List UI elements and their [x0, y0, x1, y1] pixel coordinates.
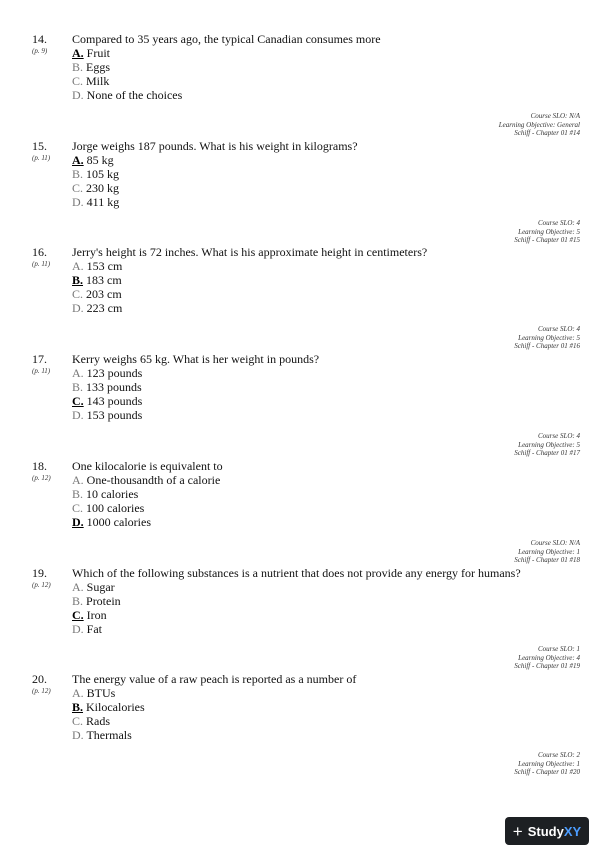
option-text: 411 kg	[86, 195, 120, 209]
metadata-line: Schiff - Chapter 01 #15	[514, 236, 580, 244]
option-letter: A.	[72, 580, 84, 594]
answer-option	[72, 714, 145, 728]
option-letter: B.	[72, 594, 84, 608]
option-text: Kilocalories	[86, 700, 145, 714]
metadata-line: Schiff - Chapter 01 #16	[514, 342, 580, 350]
metadata-line: Course SLO: N/A	[530, 539, 580, 547]
option-text: 230 kg	[86, 181, 120, 195]
option-text: 143 pounds	[86, 394, 143, 408]
answer-options	[72, 686, 145, 742]
metadata-line: Course SLO: 2	[537, 751, 580, 759]
answer-option-correct	[72, 515, 220, 529]
question-text: Which of the following substances is a nutrient that does not provide any energy for humans?	[72, 566, 521, 580]
question-metadata	[514, 432, 580, 458]
metadata-line: Schiff - Chapter 01 #20	[514, 768, 580, 776]
question-metadata	[514, 219, 580, 245]
question-metadata	[514, 751, 580, 777]
option-letter: C.	[72, 74, 84, 88]
question-text: Compared to 35 years ago, the typical Canadian consumes more	[72, 32, 381, 46]
answer-option	[72, 88, 182, 102]
question-page-ref: (p. 9)	[32, 47, 48, 55]
option-letter: D.	[72, 515, 84, 529]
answer-option	[72, 594, 121, 608]
question-page-ref: (p. 12)	[32, 581, 51, 589]
answer-option	[72, 287, 122, 301]
option-text: 1000 calories	[86, 515, 151, 529]
option-text: 153 pounds	[86, 408, 143, 422]
answer-option	[72, 473, 220, 487]
option-text: One-thousandth of a calorie	[86, 473, 221, 487]
answer-option	[72, 380, 142, 394]
option-text: 203 cm	[86, 287, 122, 301]
question-text: Jerry's height is 72 inches. What is his approximate height in centimeters?	[72, 245, 428, 259]
option-letter: D.	[72, 622, 84, 636]
option-letter: C.	[72, 394, 84, 408]
logo-text: Study	[527, 823, 564, 839]
answer-option	[72, 366, 142, 380]
option-letter: D.	[72, 728, 84, 742]
question-number: 14.	[32, 32, 47, 46]
option-letter: B.	[72, 273, 84, 287]
answer-option	[72, 167, 119, 181]
option-letter: A.	[72, 259, 84, 273]
metadata-line: Learning Objective: General	[498, 120, 580, 129]
answer-option-correct	[72, 394, 142, 408]
question-page-ref: (p. 12)	[32, 474, 51, 482]
question-page-ref: (p. 11)	[32, 260, 51, 268]
question-number: 17.	[32, 352, 47, 366]
option-letter: A.	[72, 153, 84, 167]
studyxy-logo[interactable]	[505, 817, 589, 845]
metadata-line: Course SLO: 4	[537, 219, 580, 227]
answer-option-correct	[72, 700, 145, 714]
question-number: 20.	[32, 672, 47, 686]
answer-option-correct	[72, 46, 182, 60]
question-metadata	[514, 539, 580, 565]
option-letter: C.	[72, 714, 84, 728]
option-text: 10 calories	[86, 487, 139, 501]
option-letter: A.	[72, 46, 84, 60]
option-letter: C.	[72, 287, 84, 301]
option-text: Thermals	[86, 728, 132, 742]
answer-option	[72, 622, 121, 636]
option-letter: D.	[72, 195, 84, 209]
option-text: Fat	[86, 622, 103, 636]
option-text: BTUs	[86, 686, 116, 700]
question-page-ref: (p. 11)	[32, 367, 51, 375]
answer-options	[72, 46, 182, 102]
answer-option	[72, 487, 220, 501]
question-number: 16.	[32, 245, 47, 259]
answer-option	[72, 728, 145, 742]
option-letter: A.	[72, 473, 84, 487]
option-text: Eggs	[86, 60, 111, 74]
option-letter: B.	[72, 700, 84, 714]
answer-option	[72, 181, 119, 195]
metadata-line: Learning Objective: 5	[518, 227, 580, 236]
option-letter: C.	[72, 608, 84, 622]
option-text: 100 calories	[86, 501, 145, 515]
answer-option	[72, 301, 122, 315]
option-text: Iron	[86, 608, 107, 622]
answer-option-correct	[72, 608, 121, 622]
logo-accent-text: XY	[563, 823, 582, 839]
answer-option	[72, 74, 182, 88]
option-letter: A.	[72, 686, 84, 700]
plus-icon: +	[512, 821, 523, 841]
answer-option	[72, 686, 145, 700]
answer-option	[72, 60, 182, 74]
option-text: 85 kg	[86, 153, 114, 167]
answer-option	[72, 259, 122, 273]
answer-option	[72, 408, 142, 422]
option-text: 223 cm	[86, 301, 123, 315]
answer-option-correct	[72, 153, 119, 167]
metadata-line: Learning Objective: 1	[518, 759, 580, 768]
metadata-line: Course SLO: 4	[537, 432, 580, 440]
answer-options	[72, 580, 121, 636]
option-text: 105 kg	[86, 167, 120, 181]
question-page-ref: (p. 12)	[32, 687, 51, 695]
answer-option-correct	[72, 273, 122, 287]
option-text: Sugar	[86, 580, 115, 594]
option-letter: B.	[72, 60, 84, 74]
option-text: 133 pounds	[86, 380, 142, 394]
question-text: The energy value of a raw peach is reported as a number of	[72, 672, 357, 686]
answer-options	[72, 259, 122, 315]
question-number: 15.	[32, 139, 47, 153]
option-text: 123 pounds	[86, 366, 143, 380]
question-metadata	[514, 645, 580, 671]
option-text: Rads	[86, 714, 111, 728]
metadata-line: Schiff - Chapter 01 #17	[514, 449, 580, 457]
answer-option	[72, 195, 119, 209]
option-text: Milk	[86, 74, 110, 88]
option-letter: D.	[72, 88, 84, 102]
option-text: Fruit	[86, 46, 111, 60]
option-letter: B.	[72, 380, 84, 394]
metadata-line: Learning Objective: 5	[518, 333, 580, 342]
question-text: Kerry weighs 65 kg. What is her weight in pounds?	[72, 352, 320, 366]
answer-options	[72, 153, 119, 209]
option-letter: B.	[72, 487, 84, 501]
question-number: 19.	[32, 566, 47, 580]
metadata-line: Learning Objective: 4	[518, 653, 580, 662]
answer-options	[72, 473, 220, 529]
metadata-line: Schiff - Chapter 01 #18	[514, 556, 580, 564]
metadata-line: Schiff - Chapter 01 #19	[514, 662, 580, 670]
option-text: Protein	[86, 594, 121, 608]
answer-options	[72, 366, 142, 422]
question-metadata	[514, 325, 580, 351]
answer-option	[72, 501, 220, 515]
option-letter: D.	[72, 301, 84, 315]
question-page-ref: (p. 11)	[32, 154, 51, 162]
option-letter: C.	[72, 501, 84, 515]
metadata-line: Learning Objective: 5	[518, 440, 580, 449]
option-letter: D.	[72, 408, 84, 422]
option-letter: C.	[72, 181, 84, 195]
question-text: Jorge weighs 187 pounds. What is his weight in kilograms?	[72, 139, 358, 153]
question-text: One kilocalorie is equivalent to	[72, 459, 223, 473]
option-letter: A.	[72, 366, 84, 380]
question-metadata	[499, 112, 580, 138]
answer-option	[72, 580, 121, 594]
metadata-line: Learning Objective: 1	[518, 547, 580, 556]
metadata-line: Schiff - Chapter 01 #14	[514, 129, 580, 137]
metadata-line: Course SLO: N/A	[530, 112, 580, 120]
option-text: 183 cm	[86, 273, 122, 287]
metadata-line: Course SLO: 4	[537, 325, 580, 333]
question-number: 18.	[32, 459, 47, 473]
option-text: 153 cm	[86, 259, 123, 273]
metadata-line: Course SLO: 1	[537, 645, 580, 653]
option-text: None of the choices	[86, 88, 183, 102]
option-letter: B.	[72, 167, 84, 181]
